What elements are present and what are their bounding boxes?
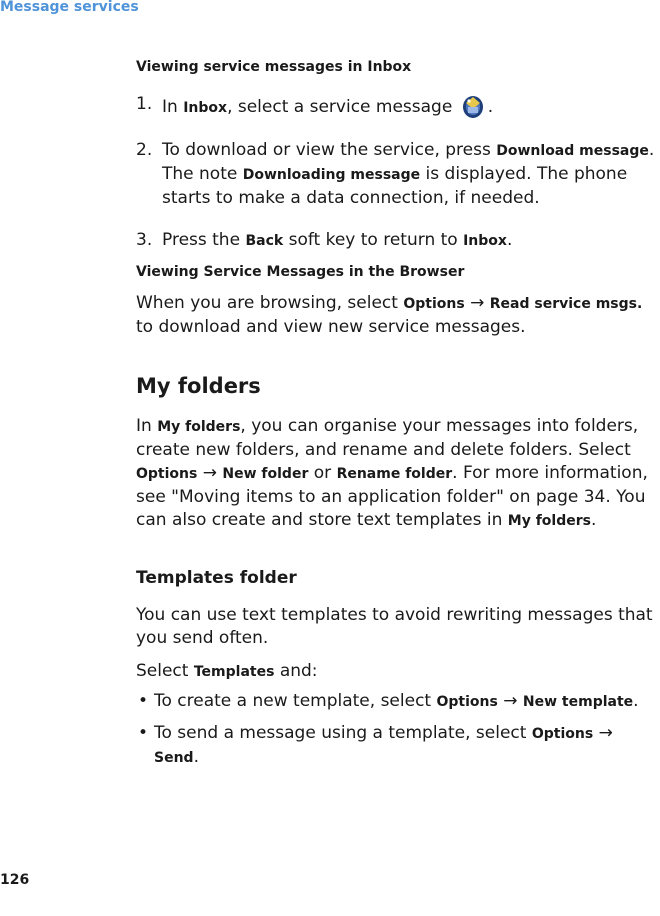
section-title-templates: Templates folder: [136, 568, 297, 588]
section-title-inbox-service: Viewing service messages in Inbox: [136, 59, 412, 75]
section-title-my-folders: My folders: [136, 374, 261, 398]
browser-service-paragraph: When you are browsing, select Options → Read service msgs. to download and view new service messages.: [136, 293, 643, 337]
templates-select-line: Select Templates and:: [136, 661, 318, 681]
my-folders-paragraph: In My folders, you can organise your messages into folders, create new folders, and rename and delete folders. Select Options → New folder or Rename folder. For more information, see "Moving items to an application folder" on page 34. You can also create and store text templates in My folders.: [136, 416, 648, 530]
section-title-browser-service: Viewing Service Messages in the Browser: [136, 264, 465, 280]
step-2: 2. To download or view the service, press Download message. The note Downloading message is displayed. The phone starts to make a data connection, if needed.: [136, 140, 655, 208]
templates-intro-paragraph: You can use text templates to avoid rewriting messages that you send often.: [136, 605, 653, 648]
page-number: 126: [0, 872, 30, 888]
page-content: [136, 58, 660, 770]
bullet-new-template: • To create a new template, select Options → New template.: [138, 691, 639, 711]
running-header: Message services: [0, 0, 139, 15]
templates-bullets: [136, 690, 660, 770]
inbox-steps: [136, 93, 660, 253]
bullet-send-template: • To send a message using a template, select Options → Send.: [138, 723, 613, 767]
service-message-icon: [460, 93, 486, 119]
step-3: 3. Press the Back soft key to return to Inbox.: [136, 230, 513, 250]
step-1: 1. In Inbox, select a service message .: [136, 94, 494, 117]
